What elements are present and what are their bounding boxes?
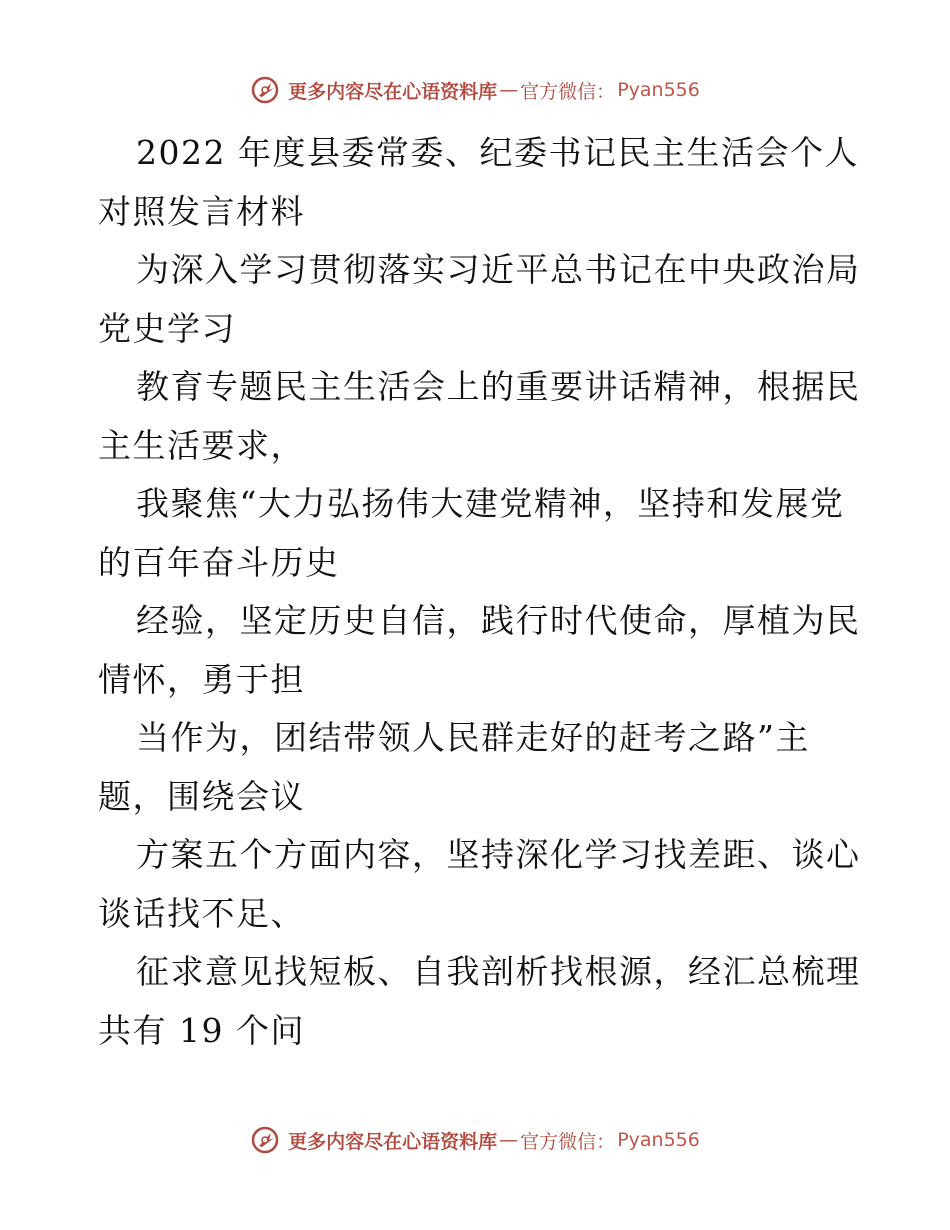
watermark-wechat-id: Pyan556 <box>617 1129 700 1151</box>
document-line: 为深入学习贯彻落实习近平总书记在中央政治局 <box>136 250 861 289</box>
document-body <box>98 124 861 1060</box>
feather-circle-logo-icon <box>250 1125 280 1155</box>
document-line: 党史学习 <box>98 308 236 348</box>
feather-circle-logo-icon <box>250 75 280 105</box>
footer-watermark <box>0 1120 950 1160</box>
document-line: 2022 年度县委常委、纪委书记民主生活会个人 <box>136 133 859 172</box>
document-line: 教育专题民主生活会上的重要讲话精神，根据民 <box>136 367 861 406</box>
watermark-wechat-id: Pyan556 <box>617 79 700 101</box>
watermark-main-text: 更多内容尽在心语资料库 <box>288 1130 498 1153</box>
document-line: 经验，坚定历史自信，践行时代使命，厚植为民 <box>136 601 861 640</box>
document-line: 方案五个方面内容，坚持深化学习找差距、谈心 <box>136 835 861 874</box>
document-line: 征求意见找短板、自我剖析找根源，经汇总梳理 <box>136 952 861 991</box>
watermark-dash: — <box>499 79 519 101</box>
document-line: 谈话找不足、 <box>98 893 305 933</box>
watermark-wechat-label: 官方微信： <box>520 1130 616 1153</box>
document-line: 对照发言材料 <box>98 191 305 231</box>
watermark-dash: — <box>499 1129 519 1151</box>
document-line: 题，围绕会议 <box>98 776 305 816</box>
document-line: 的百年奋斗历史 <box>98 542 340 582</box>
document-line: 主生活要求， <box>98 425 305 465</box>
header-watermark <box>0 70 950 110</box>
document-line: 共有 19 个问 <box>98 1010 305 1050</box>
document-line: 情怀，勇于担 <box>98 659 305 699</box>
document-line: 我聚焦“大力弘扬伟大建党精神，坚持和发展党 <box>136 484 845 523</box>
watermark-main-text: 更多内容尽在心语资料库 <box>288 80 498 103</box>
watermark-wechat-label: 官方微信： <box>520 80 616 103</box>
document-line: 当作为，团结带领人民群走好的赶考之路”主 <box>136 718 810 757</box>
